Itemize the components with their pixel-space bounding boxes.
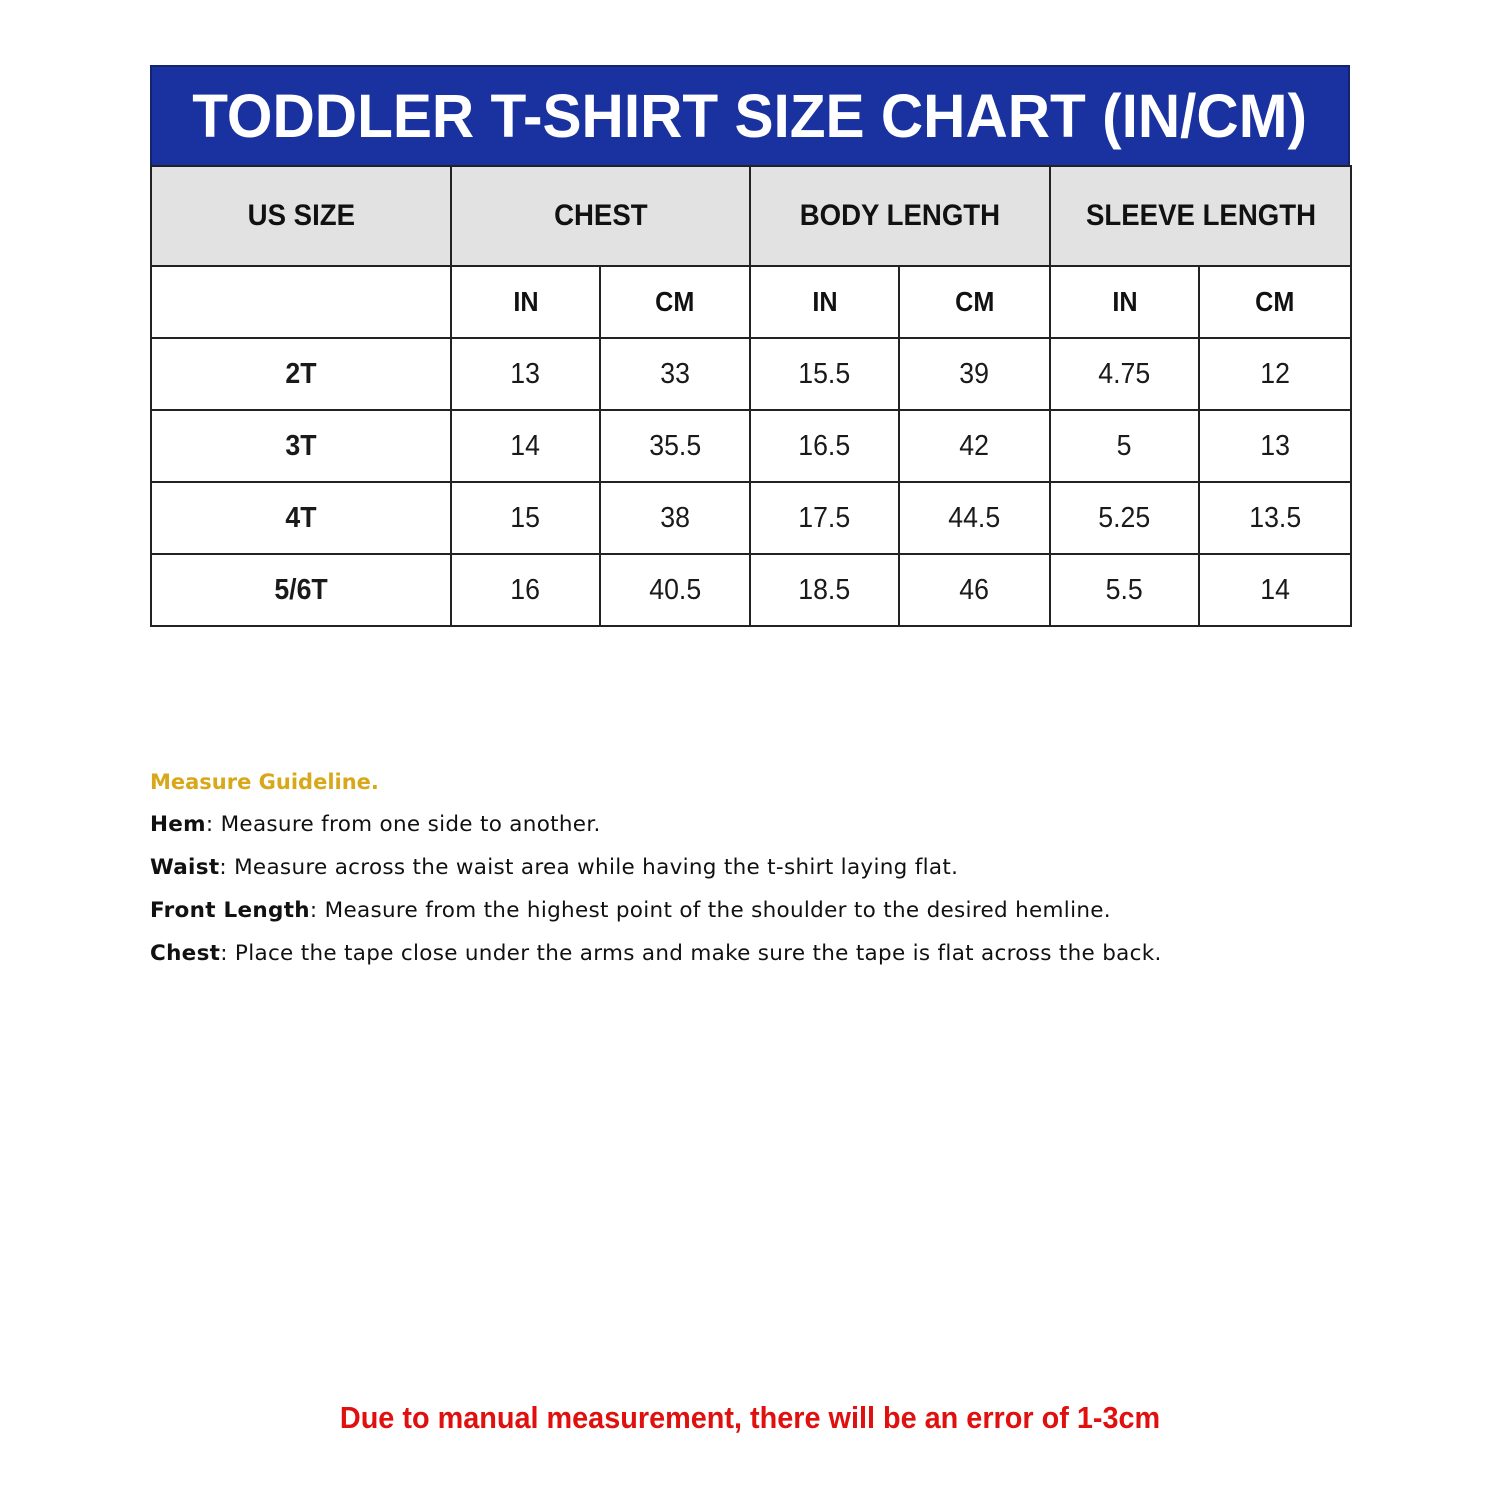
- guideline-item-chest: [150, 940, 1162, 983]
- header-row: [151, 166, 1351, 266]
- measurement-error-note: [0, 1400, 1500, 1436]
- guideline-item-waist: [150, 854, 1162, 897]
- guideline-term: Waist: [150, 855, 220, 880]
- table-row: [151, 554, 1351, 626]
- chest-cm-cell: 40.5: [600, 554, 750, 626]
- size-cell: 4T: [151, 482, 451, 554]
- sleeve-cm-cell: 14: [1199, 554, 1351, 626]
- note-text: Due to manual measurement, there will be an error of 1-3cm: [339, 1400, 1161, 1435]
- unit-sleeve-cm: CM: [1199, 266, 1351, 338]
- chest-cm-cell: 38: [600, 482, 750, 554]
- guideline-item-front-length: [150, 897, 1162, 940]
- chest-in-cell: 13: [451, 338, 600, 410]
- sleeve-cm-cell: 12: [1199, 338, 1351, 410]
- body-in-cell: 17.5: [750, 482, 899, 554]
- size-cell: 5/6T: [151, 554, 451, 626]
- guideline-title: Measure Guideline.: [150, 770, 379, 794]
- chest-in-cell: 16: [451, 554, 600, 626]
- units-row: [151, 266, 1351, 338]
- body-in-cell: 15.5: [750, 338, 899, 410]
- table-row: [151, 338, 1351, 410]
- header-sleeve-length: SLEEVE LENGTH: [1050, 166, 1351, 266]
- chart-title-bar: [150, 65, 1350, 165]
- guideline-term: Hem: [150, 812, 206, 837]
- guideline-term: Chest: [150, 941, 221, 966]
- body-cm-cell: 46: [899, 554, 1050, 626]
- header-body-length: BODY LENGTH: [750, 166, 1050, 266]
- sleeve-in-cell: 4.75: [1050, 338, 1199, 410]
- size-table: [150, 165, 1352, 627]
- measure-guideline: [150, 768, 1162, 983]
- units-blank: [151, 266, 451, 338]
- guideline-text: : Measure from one side to another.: [205, 812, 601, 837]
- size-cell: 2T: [151, 338, 451, 410]
- unit-sleeve-in: IN: [1050, 266, 1199, 338]
- chest-cm-cell: 33: [600, 338, 750, 410]
- sleeve-in-cell: 5: [1050, 410, 1199, 482]
- header-us-size: US SIZE: [151, 166, 451, 266]
- guideline-text: : Measure from the highest point of the shoulder to the desired hemline.: [309, 898, 1111, 923]
- body-in-cell: 18.5: [750, 554, 899, 626]
- unit-body-cm: CM: [899, 266, 1050, 338]
- chest-cm-cell: 35.5: [600, 410, 750, 482]
- unit-body-in: IN: [750, 266, 899, 338]
- chest-in-cell: 14: [451, 410, 600, 482]
- sleeve-cm-cell: 13.5: [1199, 482, 1351, 554]
- body-in-cell: 16.5: [750, 410, 899, 482]
- unit-chest-in: IN: [451, 266, 600, 338]
- sleeve-cm-cell: 13: [1199, 410, 1351, 482]
- guideline-term: Front Length: [150, 898, 310, 923]
- header-chest: CHEST: [451, 166, 750, 266]
- guideline-item-hem: [150, 811, 1162, 854]
- size-chart: [150, 65, 1350, 627]
- chart-title: TODDLER T-SHIRT SIZE CHART (IN/CM): [192, 82, 1308, 150]
- unit-chest-cm: CM: [600, 266, 750, 338]
- guideline-text: : Place the tape close under the arms and make sure the tape is flat across the back.: [220, 941, 1162, 966]
- sleeve-in-cell: 5.5: [1050, 554, 1199, 626]
- size-cell: 3T: [151, 410, 451, 482]
- table-row: [151, 482, 1351, 554]
- body-cm-cell: 42: [899, 410, 1050, 482]
- guideline-text: : Measure across the waist area while having the t-shirt laying flat.: [219, 855, 959, 880]
- body-cm-cell: 39: [899, 338, 1050, 410]
- sleeve-in-cell: 5.25: [1050, 482, 1199, 554]
- table-row: [151, 410, 1351, 482]
- body-cm-cell: 44.5: [899, 482, 1050, 554]
- chest-in-cell: 15: [451, 482, 600, 554]
